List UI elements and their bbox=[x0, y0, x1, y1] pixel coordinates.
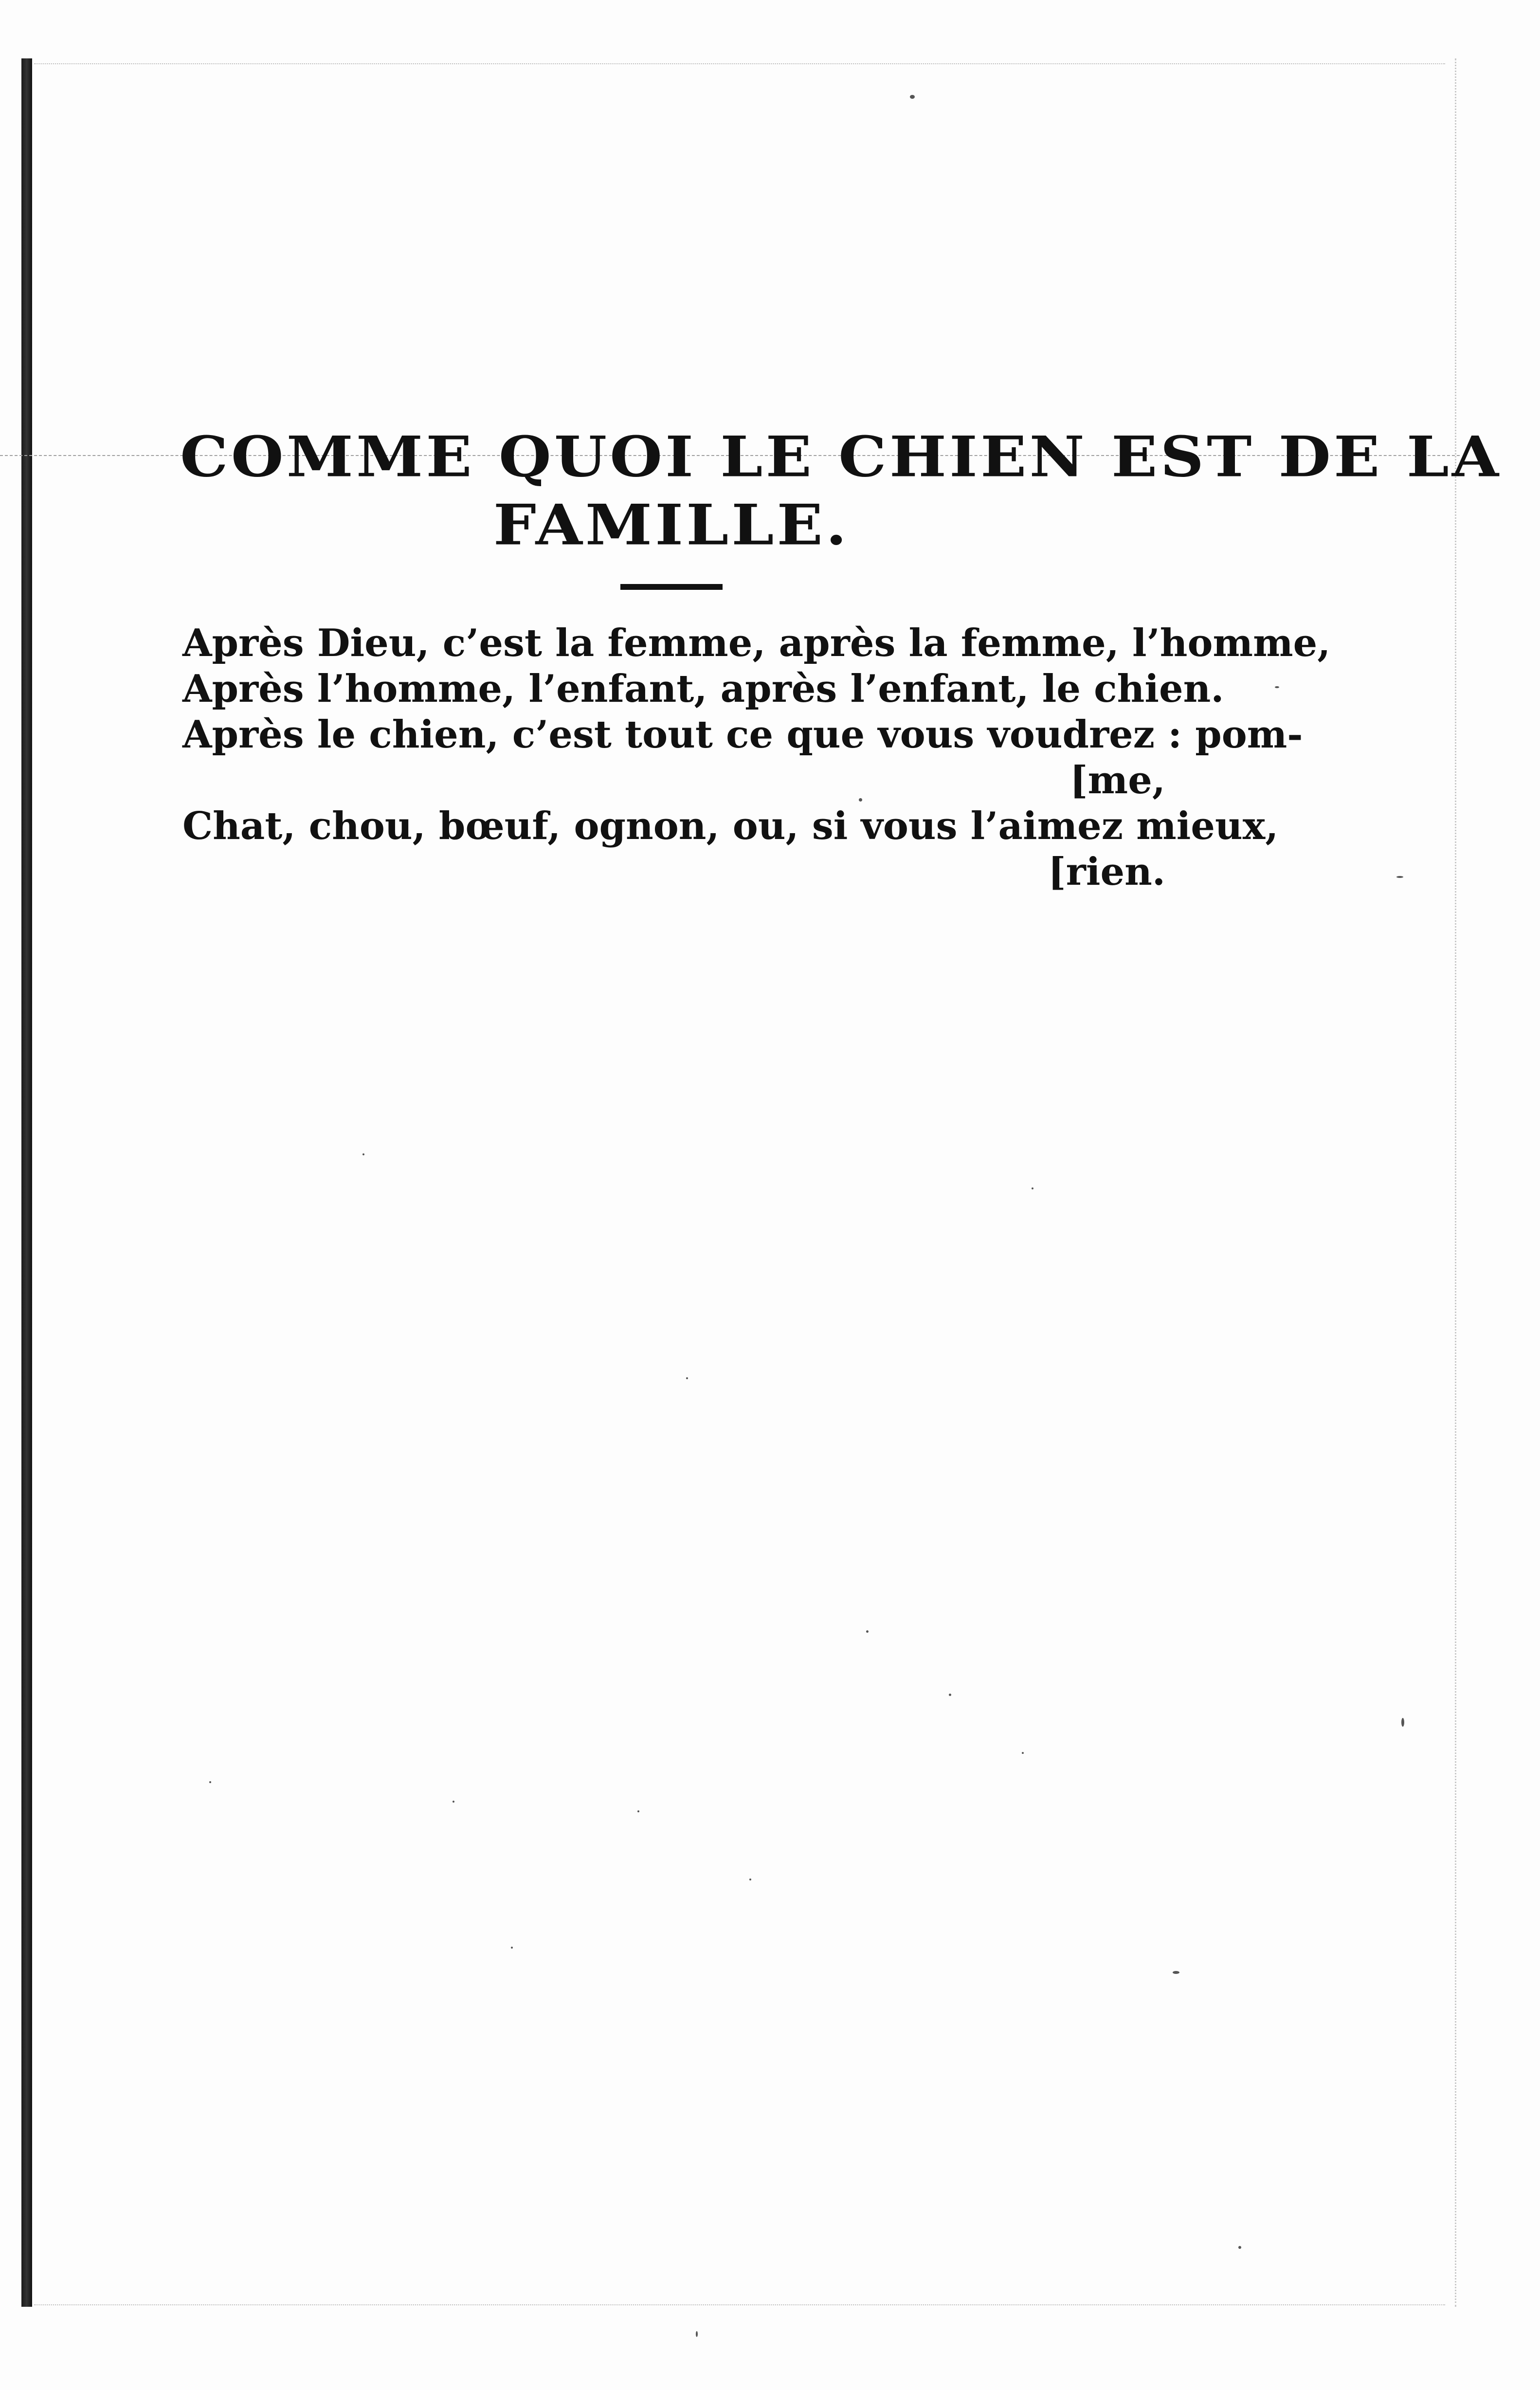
page-right-border bbox=[1455, 58, 1456, 2307]
scan-speck bbox=[1396, 876, 1403, 878]
poem-line: Après l’homme, l’enfant, après l’enfant, le chien. bbox=[182, 667, 1224, 711]
scan-speck bbox=[1022, 1752, 1024, 1754]
page-binding-edge bbox=[21, 58, 32, 2307]
page-top-border bbox=[34, 63, 1445, 64]
poem-line-continuation: [me, bbox=[1069, 758, 1165, 803]
scan-speck bbox=[949, 1694, 951, 1696]
scan-speck bbox=[362, 1153, 364, 1155]
poem-line: Chat, chou, bœuf, ognon, ou, si vous l’aimez mieux, bbox=[182, 804, 1279, 848]
scan-speck bbox=[1238, 2246, 1241, 2249]
title-separator-rule bbox=[620, 584, 723, 590]
scan-speck bbox=[696, 2331, 698, 2337]
scan-speck bbox=[511, 1947, 513, 1949]
page-bottom-border bbox=[34, 2304, 1445, 2305]
scan-speck bbox=[453, 1801, 454, 1803]
scan-speck bbox=[1173, 1971, 1179, 1974]
scan-speck bbox=[1401, 1718, 1404, 1727]
poem-line: Après Dieu, c’est la femme, après la femme, l’homme, bbox=[182, 621, 1331, 665]
scan-speck bbox=[1275, 686, 1279, 688]
poem-line-continuation: [rien. bbox=[1048, 850, 1165, 894]
scan-speck bbox=[1032, 1187, 1033, 1189]
scan-speck bbox=[637, 1810, 639, 1812]
scan-speck bbox=[209, 1781, 211, 1783]
scan-speck bbox=[859, 798, 862, 802]
poem-line: Après le chien, c’est tout ce que vous voudrez : pom- bbox=[182, 712, 1303, 757]
scan-speck bbox=[686, 1377, 688, 1379]
poem-title-line-1: COMME QUOI LE CHIEN EST DE LA bbox=[180, 424, 1502, 490]
scan-speck bbox=[910, 95, 915, 99]
scan-speck bbox=[749, 1879, 751, 1880]
poem-body bbox=[182, 620, 1331, 895]
scan-speck bbox=[866, 1630, 869, 1633]
poem-title-line-2: FAMILLE. bbox=[493, 493, 850, 558]
poem-title bbox=[180, 423, 1502, 590]
